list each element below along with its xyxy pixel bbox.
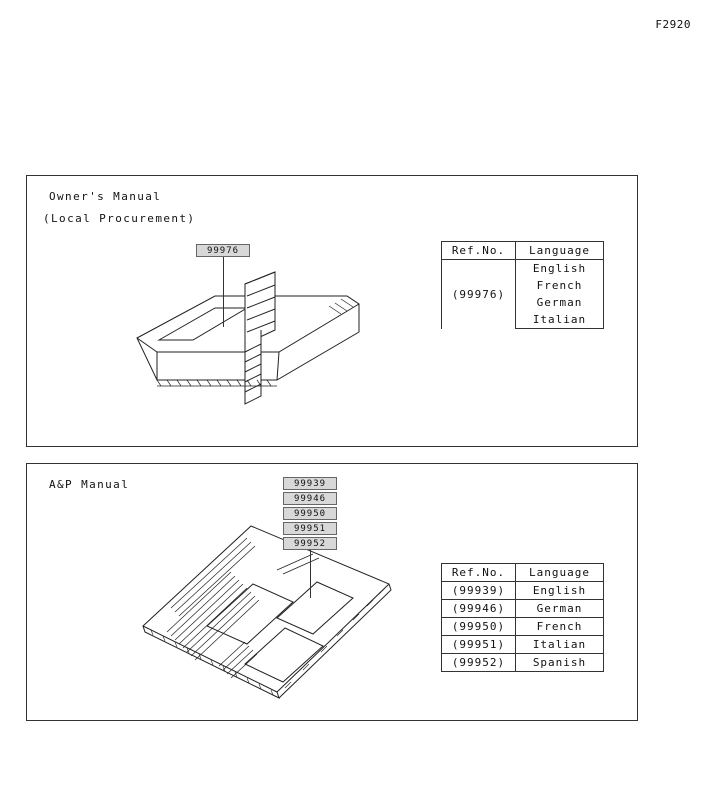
- owners-table-language-2: German: [516, 294, 604, 311]
- ap-table-language-2: French: [516, 618, 604, 636]
- ap-table-ref-2: (99950): [442, 618, 516, 636]
- callout-99951[interactable]: 99951: [283, 522, 337, 535]
- panel-owners-manual: [26, 175, 638, 447]
- owners-table-language-0: English: [516, 260, 604, 278]
- table-row: [442, 582, 604, 600]
- ap-table-ref-0: (99939): [442, 582, 516, 600]
- ap-table-header-ref: Ref.No.: [442, 564, 516, 582]
- ap-table-ref-3: (99951): [442, 636, 516, 654]
- callout-99939[interactable]: 99939: [283, 477, 337, 490]
- panel-owners-title-line1: Owner's Manual: [49, 190, 162, 203]
- owners-table-ref-value: (99976): [442, 260, 516, 329]
- ap-table-header-language: Language: [516, 564, 604, 582]
- callout-99952[interactable]: 99952: [283, 537, 337, 550]
- callout-99946[interactable]: 99946: [283, 492, 337, 505]
- ap-table-language-0: English: [516, 582, 604, 600]
- leader-line-99976: [223, 257, 224, 327]
- leader-line-ap: [310, 550, 311, 598]
- ap-table-ref-1: (99946): [442, 600, 516, 618]
- owners-table-language-1: French: [516, 277, 604, 294]
- ap-table-language-3: Italian: [516, 636, 604, 654]
- ap-manual-illustration: [127, 514, 407, 704]
- owners-table-header-ref: Ref.No.: [442, 242, 516, 260]
- panel-ap-title: A&P Manual: [49, 478, 130, 491]
- callout-99950[interactable]: 99950: [283, 507, 337, 520]
- table-row: [442, 636, 604, 654]
- owners-manual-illustration: [97, 256, 387, 416]
- owners-reference-table: [441, 241, 604, 329]
- ap-table-language-4: Spanish: [516, 654, 604, 672]
- page-code: F2920: [655, 18, 691, 31]
- callout-99976[interactable]: 99976: [196, 244, 250, 257]
- owners-table-language-3: Italian: [516, 311, 604, 329]
- panel-owners-title-line2: (Local Procurement): [43, 212, 196, 225]
- ap-table-language-1: German: [516, 600, 604, 618]
- table-row: [442, 618, 604, 636]
- table-row: [442, 654, 604, 672]
- owners-table-header-language: Language: [516, 242, 604, 260]
- table-row: [442, 600, 604, 618]
- ap-reference-table: [441, 563, 604, 672]
- ap-table-ref-4: (99952): [442, 654, 516, 672]
